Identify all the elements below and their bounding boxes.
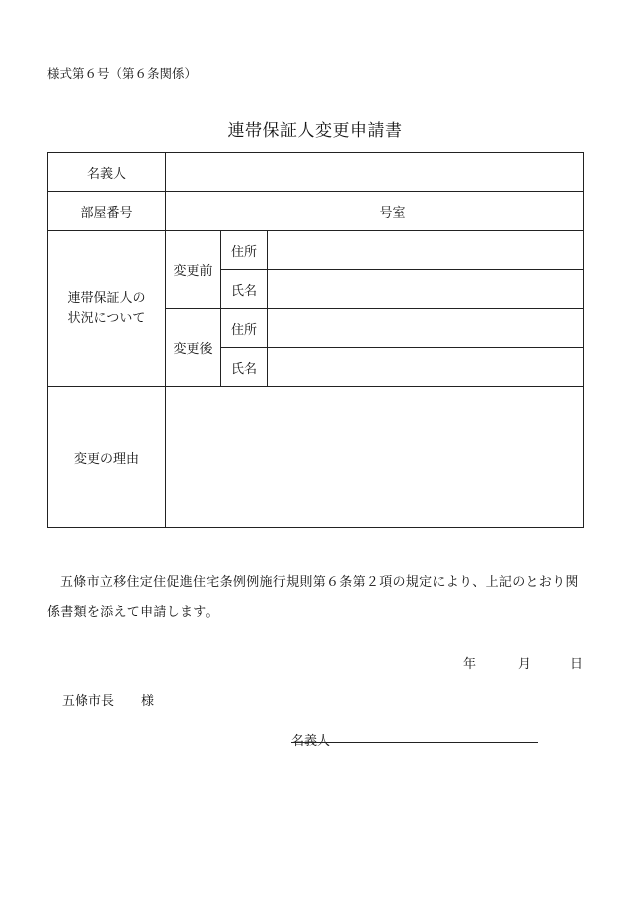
before-change-label: 変更前 bbox=[166, 231, 221, 309]
addressee-honorific: 様 bbox=[141, 694, 155, 709]
application-table bbox=[47, 152, 584, 528]
room-number-label: 部屋番号 bbox=[48, 192, 166, 231]
addressee-title: 五條市長 bbox=[62, 694, 115, 709]
guarantor-status-label bbox=[48, 231, 166, 387]
after-address-label: 住所 bbox=[221, 309, 268, 348]
reason-label: 変更の理由 bbox=[48, 387, 166, 528]
before-address-field[interactable] bbox=[268, 231, 584, 270]
before-name-label: 氏名 bbox=[221, 270, 268, 309]
before-address-label: 住所 bbox=[221, 231, 268, 270]
room-number-field[interactable] bbox=[166, 192, 584, 231]
holder-label: 名義人 bbox=[48, 153, 166, 192]
table-row-reason bbox=[48, 387, 584, 528]
guarantor-label-line2: 状況について bbox=[67, 310, 146, 326]
applicant-label: 名義人 bbox=[291, 734, 331, 749]
reason-field[interactable] bbox=[166, 387, 584, 528]
after-name-field[interactable] bbox=[268, 348, 584, 387]
page-title: 連帯保証人変更申請書 bbox=[227, 121, 403, 141]
room-suffix: 号室 bbox=[379, 205, 406, 221]
after-change-label: 変更後 bbox=[166, 309, 221, 387]
table-row-room bbox=[48, 192, 584, 231]
after-name-label: 氏名 bbox=[221, 348, 268, 387]
table-row-before-address bbox=[48, 231, 584, 270]
after-address-field[interactable] bbox=[268, 309, 584, 348]
guarantor-label-line1: 連帯保証人の bbox=[67, 290, 146, 306]
holder-field[interactable] bbox=[166, 153, 584, 192]
date-month-label: 月 bbox=[518, 657, 532, 672]
date-day-label: 日 bbox=[570, 657, 584, 672]
before-name-field[interactable] bbox=[268, 270, 584, 309]
date-year-label: 年 bbox=[463, 657, 477, 672]
signature-line[interactable] bbox=[291, 742, 538, 743]
form-number: 様式第６号（第６条関係） bbox=[47, 66, 198, 81]
table-row-holder bbox=[48, 153, 584, 192]
statement-text: 五條市立移住定住促進住宅条例例施行規則第６条第２項の規定により、上記のとおり関係書類を添えて申請します。 bbox=[47, 575, 579, 620]
